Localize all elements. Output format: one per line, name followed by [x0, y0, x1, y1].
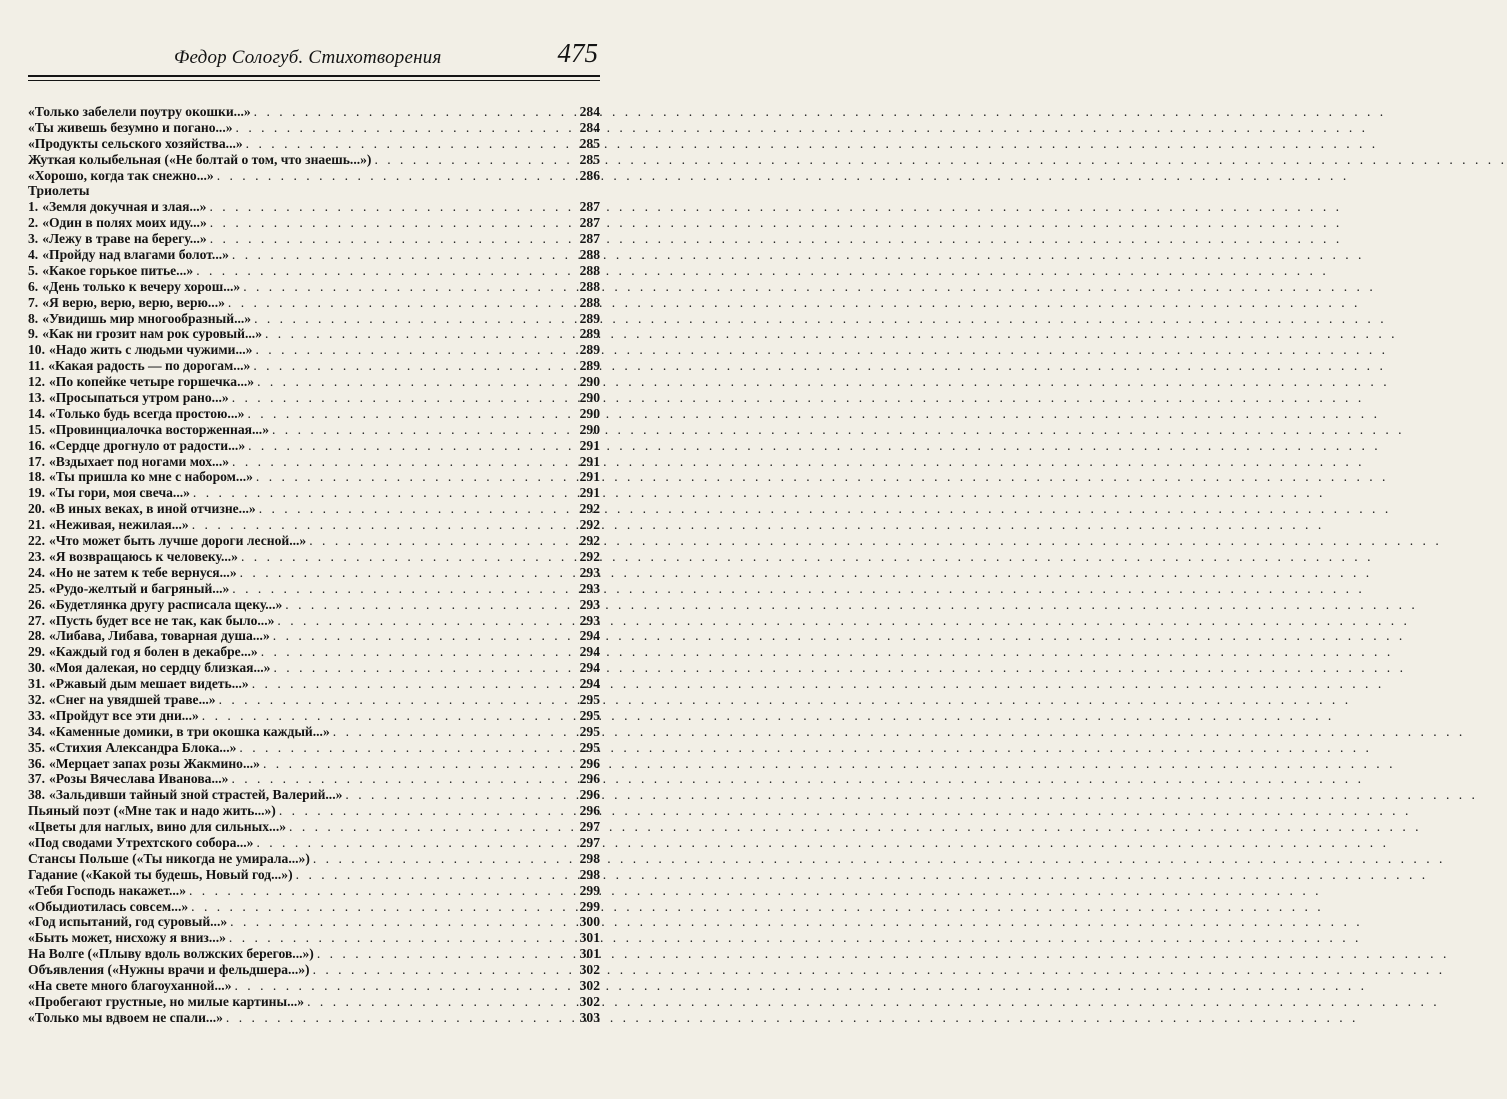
toc-entry-number: 13.: [28, 390, 45, 406]
toc-entry-page: 295: [579, 723, 600, 739]
toc-entry-page: 287: [579, 215, 600, 231]
toc-entry-number: 17.: [28, 453, 45, 469]
toc-entry: [28, 819, 600, 835]
toc-entry-page: 293: [579, 564, 600, 580]
dot-leader: [219, 692, 571, 708]
toc-entry-number: 24.: [28, 564, 45, 580]
toc-entry-page: 295: [579, 707, 600, 723]
toc-entry: [28, 549, 600, 565]
toc-entry-number: 9.: [28, 326, 39, 342]
toc-entry-title: Объявления («Нужны врачи и фельдшера...»): [28, 962, 310, 978]
dot-leader: [192, 517, 571, 533]
toc-entry-page: 289: [579, 358, 600, 374]
toc-entry-number: 18.: [28, 469, 45, 485]
dot-leader: [263, 756, 571, 772]
toc-entry: [28, 676, 600, 692]
toc-entry-number: 12.: [28, 374, 45, 390]
toc-entry-page: 292: [579, 548, 600, 564]
dot-leader: [241, 549, 571, 565]
toc-entry-page: 302: [579, 993, 600, 1009]
toc-entry-title: «Каменные домики, в три окошка каждый...»: [49, 723, 330, 739]
toc-entry-title: «Как ни грозит нам рок суровый...»: [42, 326, 262, 342]
toc-entry-number: 16.: [28, 437, 45, 453]
toc-entry: [28, 803, 600, 819]
dot-leader: [228, 295, 571, 311]
toc-entry-number: 35.: [28, 739, 45, 755]
toc-entry-title: Жуткая колыбельная («Не болтай о том, что знаешь...»): [28, 151, 372, 167]
toc-entry-number: 20.: [28, 501, 45, 517]
dot-leader: [256, 835, 571, 851]
toc-entry-page: 284: [579, 119, 600, 135]
toc-entry-number: 27.: [28, 612, 45, 628]
dot-leader: [209, 199, 571, 215]
toc-entry-title: «Пройду над влагами болот...»: [42, 247, 229, 263]
toc-entry-number: 38.: [28, 787, 45, 803]
toc-entry-number: 36.: [28, 755, 45, 771]
toc-entry-title: «Пусть будет все не так, как было...»: [49, 612, 275, 628]
dot-leader: [259, 501, 571, 517]
toc-entry-page: 293: [579, 596, 600, 612]
toc-entry: [28, 104, 600, 120]
toc-entry-title: «Ты живешь безумно и погано...»: [28, 119, 233, 135]
toc-entry: [28, 406, 600, 422]
toc-entry: [28, 215, 600, 231]
toc-entry: [28, 692, 600, 708]
toc-entry-title: «Какое горькое питье...»: [42, 262, 194, 278]
toc-entry-number: 22.: [28, 533, 45, 549]
dot-leader: [309, 533, 571, 549]
toc-entry-title: «Стихия Александра Блока...»: [49, 739, 237, 755]
toc-entry-title: «Мерцает запах розы Жакмино...»: [49, 755, 260, 771]
toc-entry-page: 288: [579, 278, 600, 294]
toc-entry-page: 285: [579, 151, 600, 167]
toc-entry: [28, 1010, 600, 1026]
toc-entry-title: «Продукты сельского хозяйства...»: [28, 135, 243, 151]
toc-entry-page: 294: [579, 676, 600, 692]
toc-entry-title: «Один в полях моих иду...»: [42, 215, 207, 231]
toc-entry-title: На Волге («Плыву вдоль волжских берегов...»): [28, 946, 314, 962]
dot-leader: [217, 168, 571, 184]
dot-leader: [277, 613, 571, 629]
dot-leader: [232, 247, 571, 263]
toc-entry-title: «Я возвращаюсь к человеку...»: [49, 548, 238, 564]
dot-leader: [230, 914, 571, 930]
toc-entry-page: 289: [579, 310, 600, 326]
toc-entry-page: 299: [579, 898, 600, 914]
toc-entry-page: 291: [579, 485, 600, 501]
toc-entry-page: 285: [579, 135, 600, 151]
toc-entry-title: «Рудо-желтый и багряный...»: [49, 580, 230, 596]
toc-entry: [28, 501, 600, 517]
toc-entry: [28, 613, 600, 629]
dot-leader: [246, 136, 571, 152]
toc-entry-page: 291: [579, 453, 600, 469]
toc-entry: [28, 835, 600, 851]
toc-entry-page: 290: [579, 405, 600, 421]
toc-entry-title: Триолеты: [28, 183, 90, 199]
dot-leader: [202, 708, 571, 724]
toc-entry-title: «Просыпаться утром рано...»: [49, 390, 229, 406]
toc-entry-title: «Но не затем к тебе вернуся...»: [49, 564, 237, 580]
toc-entry: [28, 438, 600, 454]
toc-entry: [28, 883, 600, 899]
toc-entry-title: «Цветы для наглых, вино для сильных...»: [28, 819, 287, 835]
toc-entry-page: 298: [579, 866, 600, 882]
toc-entry-title: «Только будь всегда простою...»: [49, 405, 245, 421]
toc-entry-page: 294: [579, 628, 600, 644]
toc-entry-page: 296: [579, 771, 600, 787]
toc-entry-page: 294: [579, 644, 600, 660]
toc-entry-number: 7.: [28, 294, 39, 310]
toc-entry-page: 302: [579, 977, 600, 993]
toc-entry: [28, 136, 600, 152]
toc-entry: [28, 771, 600, 787]
dot-leader: [252, 676, 571, 692]
dot-leader: [248, 438, 571, 454]
toc-entry: [28, 152, 600, 168]
toc-entry-number: 32.: [28, 691, 45, 707]
toc-entry: [28, 914, 600, 930]
toc-entry: [28, 374, 600, 390]
dot-leader: [307, 994, 571, 1010]
header-rule-thin: [28, 80, 600, 81]
toc-entry-page: 297: [579, 834, 600, 850]
toc-entry-title: «По копейке четыре горшечка...»: [49, 374, 255, 390]
toc-entry-page: 289: [579, 326, 600, 342]
toc-entry-number: 11.: [28, 358, 45, 374]
toc-entry-page: 288: [579, 294, 600, 310]
toc-entry-title: «Каждый год я болен в декабре...»: [49, 644, 258, 660]
dot-leader: [265, 326, 571, 342]
toc-entry: [28, 787, 600, 803]
toc-entry-title: «Провинциалочка восторженная...»: [49, 421, 269, 437]
dot-leader: [257, 374, 571, 390]
dot-leader: [231, 771, 571, 787]
dot-leader: [261, 644, 571, 660]
toc-entry-title: «Я верю, верю, верю, верю...»: [42, 294, 225, 310]
toc-entry-page: 286: [579, 167, 600, 183]
toc-entry: [28, 597, 600, 613]
toc-entry-page: 292: [579, 501, 600, 517]
toc-entry-page: 288: [579, 262, 600, 278]
toc-entry: [28, 263, 600, 279]
toc-entry-number: 21.: [28, 517, 45, 533]
toc-entry: [28, 581, 600, 597]
toc-entry-page: 302: [579, 962, 600, 978]
toc-entry: [28, 867, 600, 883]
toc-entry-title: «Какая радость — по дорогам...»: [48, 358, 251, 374]
dot-leader: [247, 406, 571, 422]
dot-leader: [256, 469, 571, 485]
dot-leader: [232, 454, 571, 470]
toc-entry: [28, 740, 600, 756]
toc-entry-page: 301: [579, 946, 600, 962]
toc-entry-page: 303: [579, 1009, 600, 1025]
toc-entry-title: «Год испытаний, год суровый...»: [28, 914, 228, 930]
toc-entry: [28, 962, 600, 978]
toc-entry-page: 295: [579, 691, 600, 707]
toc-entry-number: 2.: [28, 215, 39, 231]
toc-entry-title: «На свете много благоуханной...»: [28, 977, 232, 993]
toc-entry-title: «Увидишь мир многообразный...»: [42, 310, 252, 326]
dot-leader: [317, 946, 571, 962]
dot-leader: [313, 851, 571, 867]
toc-entry-title: «Розы Вячеслава Иванова...»: [49, 771, 229, 787]
toc-entry: [28, 326, 600, 342]
toc-entry: [28, 930, 600, 946]
toc-entry: [28, 231, 600, 247]
header-rule-thick: [28, 75, 600, 77]
toc-entry-number: 37.: [28, 771, 45, 787]
toc-entry-title: «Тебя Господь накажет...»: [28, 882, 186, 898]
dot-leader: [196, 263, 571, 279]
toc-entry-page: 287: [579, 199, 600, 215]
dot-leader: [272, 422, 571, 438]
toc-entry: [28, 485, 600, 501]
toc-entry-page: 296: [579, 755, 600, 771]
toc-entry-number: 5.: [28, 262, 39, 278]
toc-entry: [28, 279, 600, 295]
toc-entry: [28, 660, 600, 676]
toc-entry-title: Гадание («Какой ты будешь, Новый год...»): [28, 866, 293, 882]
toc-entry: [28, 120, 600, 136]
toc-entry-page: 287: [579, 231, 600, 247]
toc-entry-page: 293: [579, 612, 600, 628]
toc-entry-page: 295: [579, 739, 600, 755]
toc-entry-page: 296: [579, 787, 600, 803]
toc-entry-title: «Будетлянка другу расписала щеку...»: [49, 596, 283, 612]
toc-entry: [28, 342, 600, 358]
toc-entry-title: «Ты пришла ко мне с набором...»: [49, 469, 253, 485]
running-title: Федор Сологуб. Стихотворения: [174, 47, 442, 68]
toc-entry-number: 10.: [28, 342, 45, 358]
toc-entry-page: 297: [579, 819, 600, 835]
toc-entry-number: 15.: [28, 421, 45, 437]
dot-leader: [296, 867, 571, 883]
dot-leader: [273, 660, 571, 676]
dot-leader: [210, 215, 571, 231]
toc-entry-title: «Либава, Либава, товарная душа...»: [49, 628, 270, 644]
toc-entry-number: 34.: [28, 723, 45, 739]
toc-entry-title: «Пробегают грустные, но милые картины...»: [28, 993, 305, 1009]
dot-leader: [273, 628, 571, 644]
toc-entry: [28, 978, 600, 994]
toc-entry: [28, 994, 600, 1010]
toc-entry-page: 292: [579, 533, 600, 549]
toc-entry-title: Пьяный поэт («Мне так и надо жить...»): [28, 803, 276, 819]
toc-entry: [28, 295, 600, 311]
toc-entry-title: «Пройдут все эти дни...»: [49, 707, 199, 723]
dot-leader: [235, 978, 572, 994]
toc-entry: [28, 756, 600, 772]
toc-entry-page: 298: [579, 850, 600, 866]
toc-entry-number: 29.: [28, 644, 45, 660]
toc-entry-title: «Неживая, нежилая...»: [49, 517, 189, 533]
dot-leader: [191, 899, 571, 915]
toc-entry-page: 290: [579, 421, 600, 437]
toc-entry-title: «Только мы вдвоем не спали...»: [28, 1009, 223, 1025]
toc-entry: [28, 469, 600, 485]
toc-entry-page: 289: [579, 342, 600, 358]
toc-entry-title: «Только забелели поутру окошки...»: [28, 104, 251, 119]
dot-leader: [253, 358, 571, 374]
dot-leader: [229, 930, 571, 946]
toc-entry-title: «Моя далекая, но сердцу близкая...»: [49, 660, 271, 676]
toc-entry: [28, 168, 600, 184]
dot-leader: [333, 724, 571, 740]
toc-entry-page: 300: [579, 914, 600, 930]
dot-leader: [254, 104, 571, 120]
toc-entry-title: «Снег на увядшей траве...»: [49, 691, 216, 707]
dot-leader: [279, 803, 571, 819]
dot-leader: [289, 819, 571, 835]
toc-entry-page: 290: [579, 390, 600, 406]
page-number: 475: [557, 38, 598, 68]
toc-entry: [28, 390, 600, 406]
toc-entry-number: 30.: [28, 660, 45, 676]
toc-entry-title: Стансы Польше («Ты никогда не умирала...»): [28, 850, 310, 866]
toc-entry-title: «Хорошо, когда так снежно...»: [28, 167, 214, 183]
dot-leader: [285, 597, 571, 613]
toc-entry-number: 4.: [28, 247, 39, 263]
toc-entry: [28, 851, 600, 867]
dot-leader: [313, 962, 571, 978]
dot-leader: [232, 390, 571, 406]
toc-entry-number: 25.: [28, 580, 45, 596]
toc-entry-number: 6.: [28, 278, 39, 294]
dot-leader: [193, 485, 571, 501]
toc-entry-page: 284: [579, 104, 600, 119]
toc-entry-title: «Под сводами Утрехтского собора...»: [28, 834, 254, 850]
toc-entry: [28, 199, 600, 215]
dot-leader: [226, 1010, 571, 1026]
toc-entry-title: «Ржавый дым мешает видеть...»: [49, 676, 249, 692]
dot-leader: [210, 231, 571, 247]
toc-entry: [28, 517, 600, 533]
toc-entry: [28, 454, 600, 470]
toc-entry-number: 31.: [28, 676, 45, 692]
toc-entry-title: «Земля докучная и злая...»: [42, 199, 207, 215]
toc-entry: [28, 183, 600, 199]
table-of-contents: [28, 104, 600, 1026]
toc-entry: [28, 565, 600, 581]
toc-entry-number: 19.: [28, 485, 45, 501]
toc-entry-number: 28.: [28, 628, 45, 644]
toc-entry: [28, 899, 600, 915]
toc-entry-number: 1.: [28, 199, 39, 215]
toc-entry-page: 292: [579, 517, 600, 533]
toc-entry: [28, 628, 600, 644]
toc-entry-number: 3.: [28, 231, 39, 247]
dot-leader: [243, 279, 571, 295]
dot-leader: [240, 565, 571, 581]
toc-entry: [28, 247, 600, 263]
toc-entry: [28, 644, 600, 660]
toc-entry: [28, 533, 600, 549]
dot-leader: [374, 152, 571, 168]
dot-leader: [254, 311, 571, 327]
toc-entry: [28, 358, 600, 374]
toc-entry: [28, 946, 600, 962]
toc-entry-number: 23.: [28, 548, 45, 564]
dot-leader: [232, 581, 571, 597]
toc-entry-title: «Сердце дрогнуло от радости...»: [49, 437, 246, 453]
toc-entry-title: «День только к вечеру хорош...»: [42, 278, 241, 294]
toc-entry-title: «Ты гори, моя свеча...»: [49, 485, 190, 501]
toc-entry: [28, 708, 600, 724]
toc-entry-title: «Лежу в траве на берегу...»: [42, 231, 207, 247]
dot-leader: [189, 883, 571, 899]
toc-entry-title: «Обыдиотилась совсем...»: [28, 898, 189, 914]
toc-entry-page: 294: [579, 660, 600, 676]
toc-entry-page: 293: [579, 580, 600, 596]
toc-entry: [28, 422, 600, 438]
toc-entry-title: «Быть может, нисхожу я вниз...»: [28, 930, 226, 946]
toc-entry-page: 301: [579, 930, 600, 946]
toc-entry: [28, 311, 600, 327]
toc-entry-number: 14.: [28, 405, 45, 421]
toc-entry-title: «Надо жить с людьми чужими...»: [49, 342, 253, 358]
toc-entry-page: 299: [579, 882, 600, 898]
toc-entry: [28, 724, 600, 740]
toc-entry-page: 291: [579, 469, 600, 485]
dot-leader: [255, 342, 571, 358]
toc-entry-title: «Вздыхает под ногами мох...»: [49, 453, 230, 469]
toc-entry-number: 8.: [28, 310, 39, 326]
toc-entry-title: «Зальдивши тайный зной страстей, Валерий...»: [49, 787, 343, 803]
dot-leader: [345, 787, 571, 803]
running-header: [28, 38, 600, 72]
toc-entry-page: 291: [579, 437, 600, 453]
toc-entry-title: «Что может быть лучше дороги лесной...»: [49, 533, 307, 549]
toc-entry-title: «В иных веках, в иной отчизне...»: [49, 501, 256, 517]
toc-entry-number: 33.: [28, 707, 45, 723]
toc-entry-page: 290: [579, 374, 600, 390]
dot-leader: [236, 120, 571, 136]
toc-entry-page: 288: [579, 247, 600, 263]
toc-entry-number: 26.: [28, 596, 45, 612]
dot-leader: [239, 740, 571, 756]
toc-entry-page: 296: [579, 803, 600, 819]
